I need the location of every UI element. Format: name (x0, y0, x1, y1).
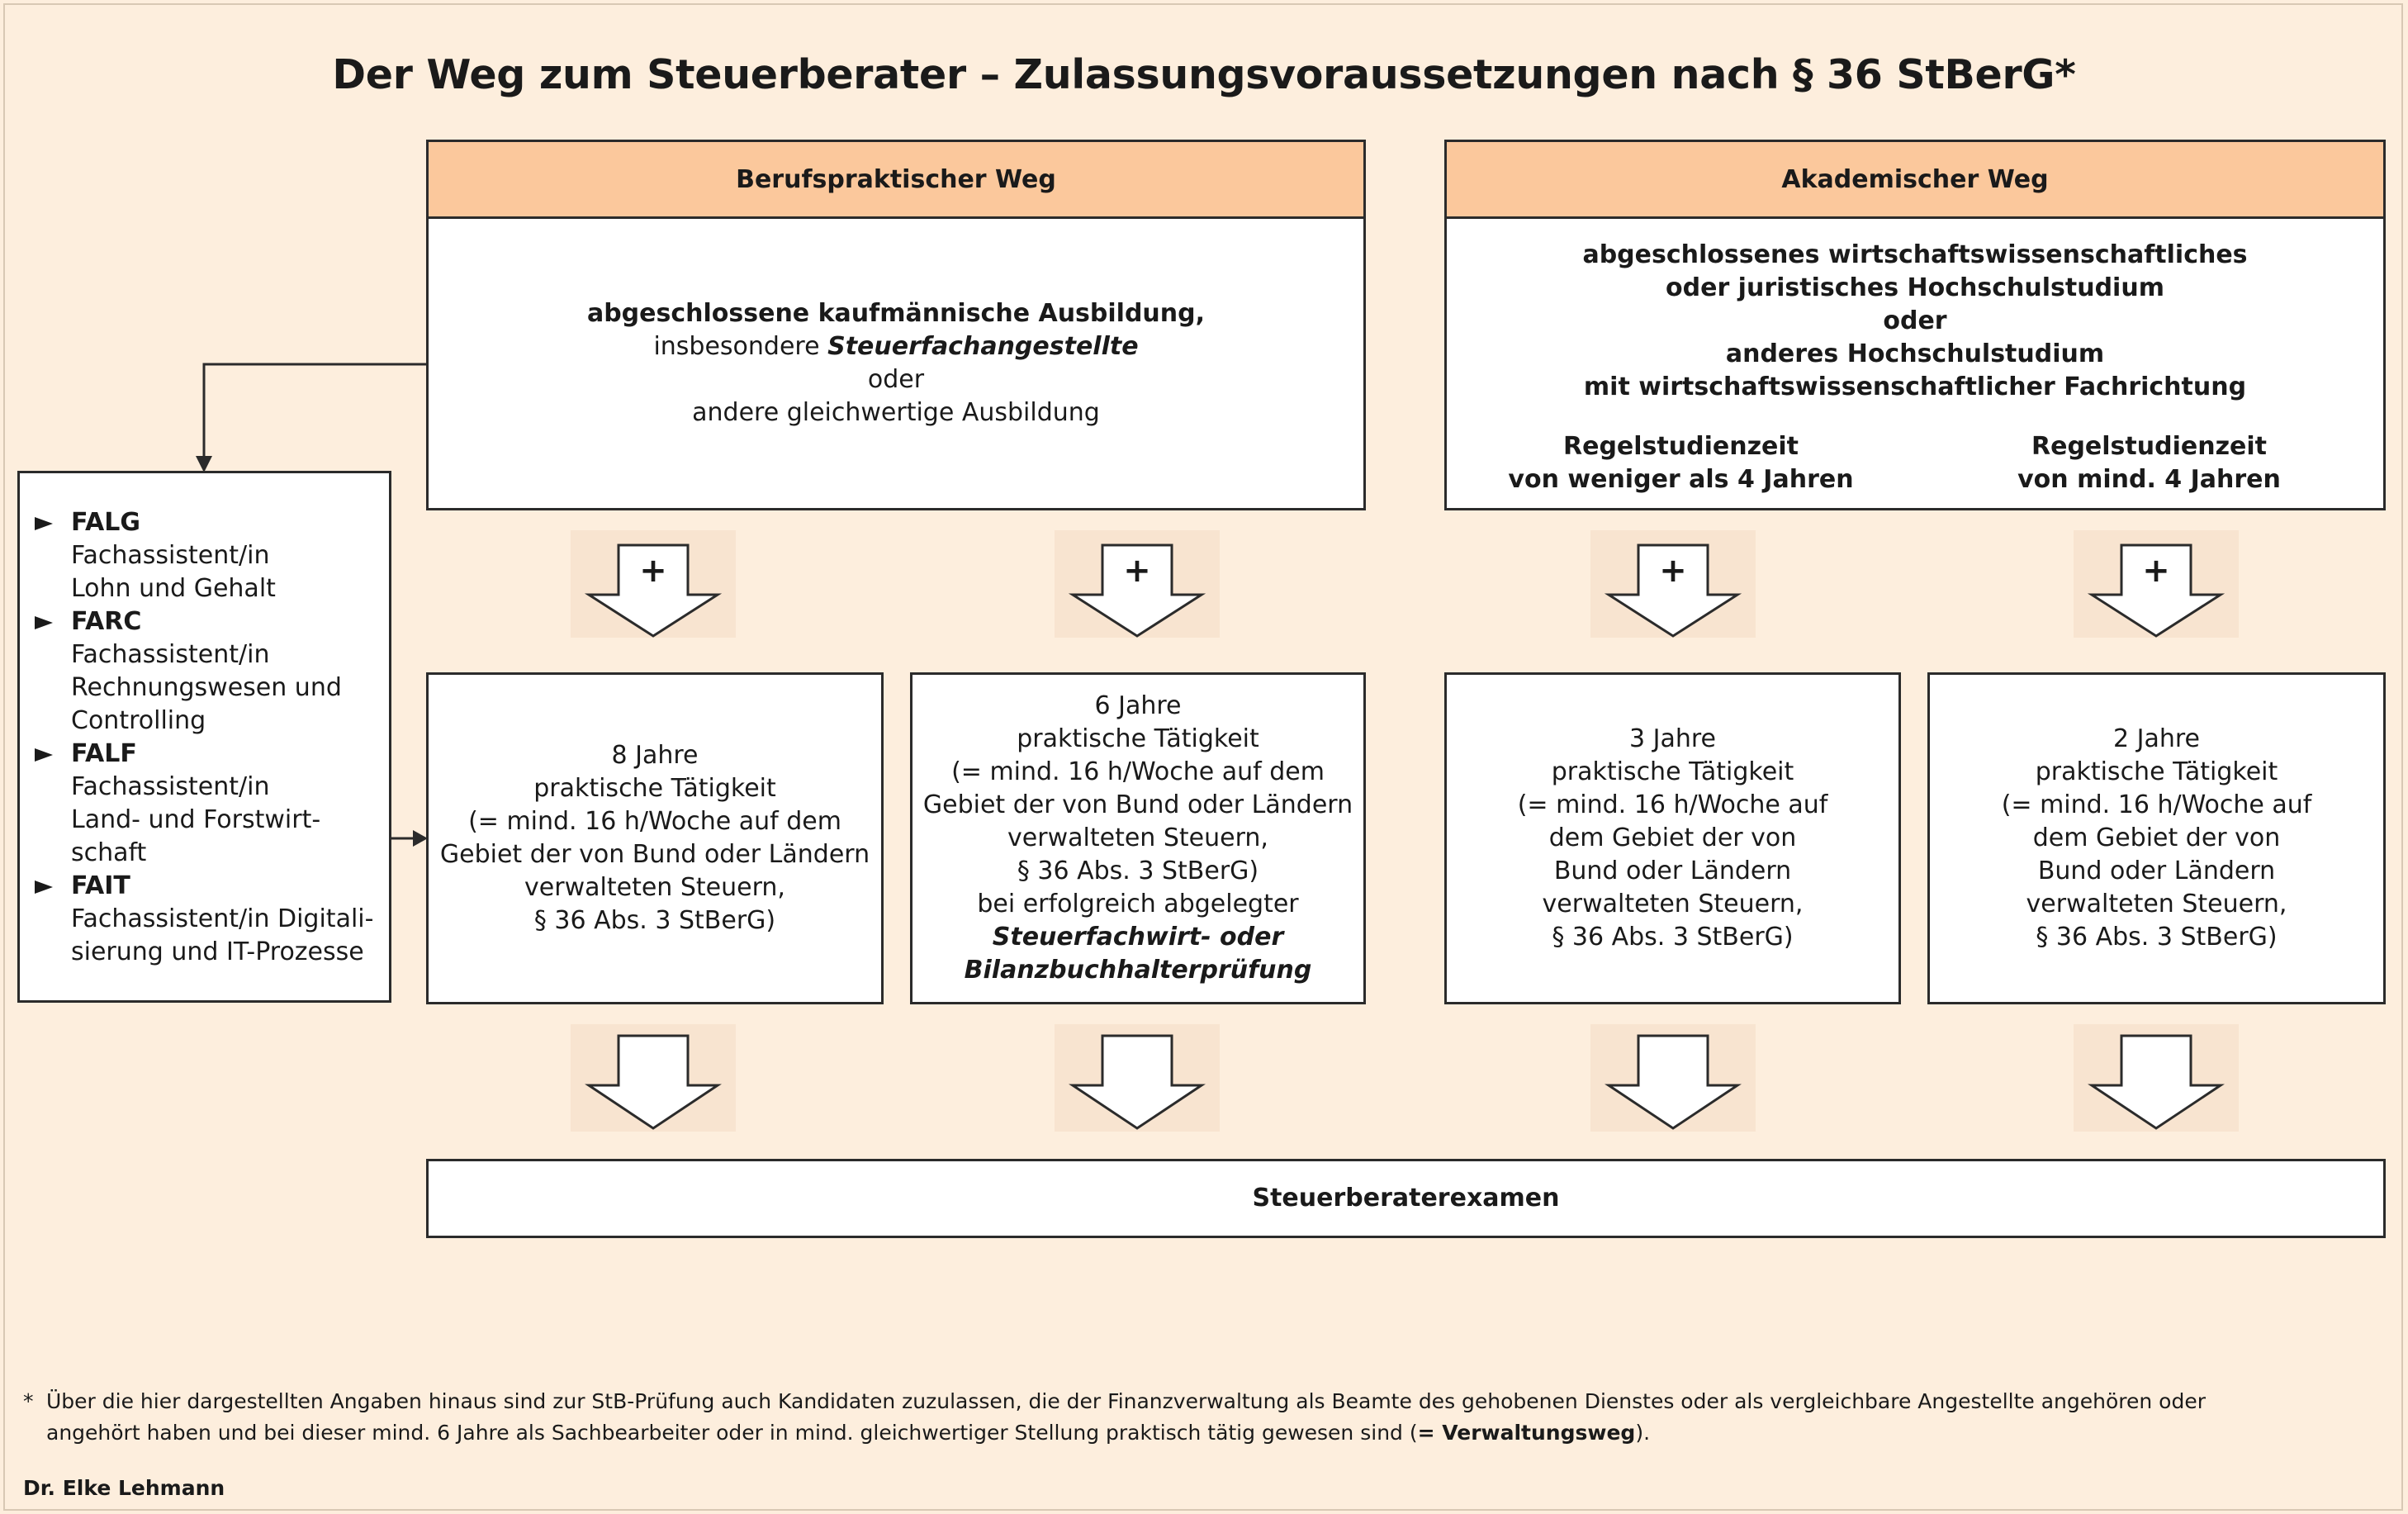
box-6-jahre (910, 672, 1366, 1004)
box-line: dem Gebiet der von (1548, 823, 1797, 852)
akademisch-sub-left-1: Regelstudienzeit (1563, 432, 1799, 461)
berufspraktisch-line4: andere gleichwertige Ausbildung (692, 398, 1100, 427)
footnote-line2-pre: angehört haben und bei dieser mind. 6 Jahre als Sachbearbeiter oder in mind. gleichwertiger Stellung praktisch tätig gewesen sind ( (46, 1421, 1418, 1445)
box-line: (= mind. 16 h/Woche auf dem (468, 807, 841, 836)
box-line: 6 Jahre (1094, 691, 1182, 720)
box-line: verwalteten Steuern, (1542, 890, 1804, 918)
box-line: verwalteten Steuern, (1007, 823, 1268, 852)
box-line: (= mind. 16 h/Woche auf (2001, 790, 2312, 819)
box-line: praktische Tätigkeit (1551, 757, 1794, 786)
akademisch-line4: anderes Hochschulstudium (1725, 339, 2105, 368)
box-3-jahre (1444, 672, 1901, 1004)
footnote-star: * (23, 1389, 34, 1413)
connector-berufspraktisch-to-fachassistent (204, 364, 426, 459)
author: Dr. Elke Lehmann (23, 1476, 225, 1500)
fachassistent-code: FALG (71, 508, 141, 537)
header-berufspraktisch-label: Berufspraktischer Weg (736, 164, 1056, 194)
fachassistent-code: FALF (71, 739, 137, 768)
fachassistent-line: Lohn und Gehalt (71, 574, 276, 603)
fachassistent-item-fait (35, 870, 376, 969)
pointer-icon (35, 880, 53, 894)
box-line: (= mind. 16 h/Woche auf (1517, 790, 1828, 819)
footnote (23, 1386, 2385, 1449)
box-line: verwalteten Steuern, (2026, 890, 2287, 918)
berufspraktisch-line2-emph: Steuerfachangestellte (827, 332, 1139, 361)
box-line: § 36 Abs. 3 StBerG) (1552, 923, 1794, 952)
box-line: § 36 Abs. 3 StBerG) (2036, 923, 2278, 952)
box-line: 3 Jahre (1629, 724, 1716, 753)
down-arrow-icon (1055, 1024, 1220, 1132)
berufspraktisch-line1: abgeschlossene kaufmännische Ausbildung, (586, 299, 1206, 328)
box-2-jahre (1927, 672, 2386, 1004)
akademisch-line1: abgeschlossenes wirtschaftswissenschaftliches (1582, 240, 2248, 269)
box-line: Bund oder Ländern (2037, 857, 2276, 885)
footnote-line2-bold: = Verwaltungsweg (1417, 1421, 1636, 1445)
box-line: praktische Tätigkeit (1017, 724, 1259, 753)
exam-label: Steuerberaterexamen (1252, 1184, 1560, 1213)
fachassistent-code: FARC (71, 607, 142, 636)
fachassistent-line: Rechnungswesen und (71, 673, 342, 702)
fachassistent-list (17, 471, 391, 1003)
down-arrow-icon (2074, 1024, 2239, 1132)
connector-arrowhead-down (196, 456, 212, 472)
fachassistent-line: Fachassistent/in Digitali- (71, 904, 374, 933)
akademisch-sub-right-1: Regelstudienzeit (2031, 432, 2267, 461)
plus-symbol: + (1123, 552, 1151, 590)
footnote-line1: Über die hier dargestellten Angaben hinaus sind zur StB-Prüfung auch Kandidaten zuzulassen, die der Finanzverwaltung als Beamte des gehobenen Dienstes oder als vergleichbare Angestellte angehören oder (46, 1389, 2207, 1413)
box-steuerberaterexamen (426, 1159, 2386, 1238)
fachassistent-line: Fachassistent/in (71, 772, 270, 801)
fachassistent-item-farc (35, 605, 376, 738)
plus-symbol: + (1659, 552, 1687, 590)
box-8-jahre (426, 672, 884, 1004)
box-line: § 36 Abs. 3 StBerG) (533, 906, 776, 935)
akademisch-line5: mit wirtschaftswissenschaftlicher Fachrichtung (1583, 373, 2247, 401)
box-line: § 36 Abs. 3 StBerG) (1017, 857, 1259, 885)
footnote-line2-post: ). (1635, 1421, 1651, 1445)
fachassistent-line: Fachassistent/in (71, 640, 270, 669)
box-line: Bund oder Ländern (1553, 857, 1792, 885)
box-line: (= mind. 16 h/Woche auf dem (951, 757, 1325, 786)
box-line: bei erfolgreich abgelegter (977, 890, 1299, 918)
plus-arrow-icon (1590, 530, 1756, 638)
fachassistent-code: FAIT (71, 871, 130, 900)
box-line: praktische Tätigkeit (533, 774, 776, 803)
box-line: 8 Jahre (611, 741, 699, 770)
pointer-icon (35, 517, 53, 530)
fachassistent-line: Controlling (71, 706, 206, 735)
box-line: verwalteten Steuern, (524, 873, 785, 902)
plus-arrow-icon (2074, 530, 2239, 638)
berufspraktisch-line3: oder (867, 365, 925, 394)
box-line-emph: Steuerfachwirt- oder (992, 923, 1284, 952)
header-akademisch-label: Akademischer Weg (1781, 164, 2049, 194)
pointer-icon (35, 616, 53, 629)
footnote-line2 (23, 1417, 2385, 1449)
box-line-emph: Bilanzbuchhalterprüfung (964, 956, 1312, 985)
fachassistent-item-falg (35, 506, 376, 605)
fachassistent-line: Land- und Forstwirt- (71, 805, 321, 834)
akademisch-sub-left-2: von weniger als 4 Jahren (1508, 465, 1854, 494)
box-line: Gebiet der von Bund oder Ländern (922, 790, 1353, 819)
diagram-title: Der Weg zum Steuerberater – Zulassungsvoraussetzungen nach § 36 StBerG* (332, 51, 2076, 98)
box-line: dem Gebiet der von (2032, 823, 2281, 852)
fachassistent-item-falf (35, 738, 376, 870)
down-arrow-icon (571, 1024, 736, 1132)
akademisch-line2: oder juristisches Hochschulstudium (1666, 273, 2164, 302)
akademisch-line3: oder (1883, 306, 1947, 335)
plus-arrow-icon (571, 530, 736, 638)
fachassistent-line: schaft (71, 838, 147, 867)
plus-symbol: + (639, 552, 667, 590)
box-line: praktische Tätigkeit (2035, 757, 2278, 786)
fachassistent-line: Fachassistent/in (71, 541, 270, 570)
akademisch-sub-right-2: von mind. 4 Jahren (2017, 465, 2281, 494)
pointer-icon (35, 748, 53, 762)
berufspraktisch-line2-prefix: insbesondere (653, 332, 828, 361)
plus-arrow-icon (1055, 530, 1220, 638)
down-arrow-icon (1590, 1024, 1756, 1132)
box-line: 2 Jahre (2113, 724, 2200, 753)
plus-symbol: + (2142, 552, 2170, 590)
box-line: Gebiet der von Bund oder Ländern (439, 840, 870, 869)
fachassistent-line: sierung und IT-Prozesse (71, 937, 364, 966)
